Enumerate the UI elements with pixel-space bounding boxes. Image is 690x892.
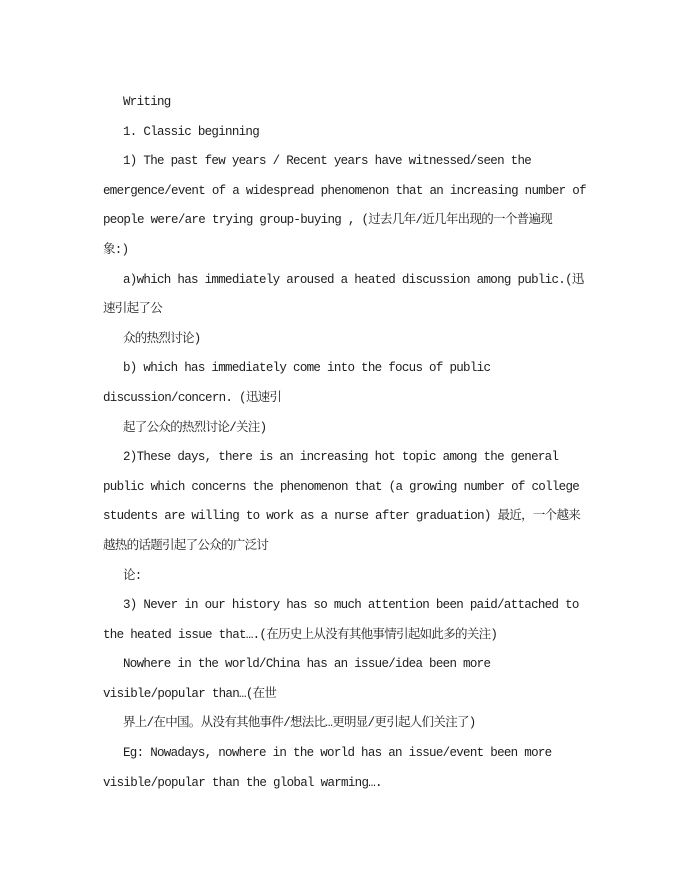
text-line: 速引起了公 (103, 302, 163, 317)
text-line: 论: (123, 568, 142, 583)
text-line: 起了公众的热烈讨论/关注) (123, 420, 267, 435)
text-line: 2)These days, there is an increasing hot topic among the general (123, 450, 559, 465)
text-line: 界上/在中国。从没有其他事件/想法比…更明显/更引起人们关注了) (123, 716, 476, 731)
text-line: discussion/concern. (迅速引 (103, 390, 282, 405)
text-line: 1. Classic beginning (123, 124, 260, 139)
document-body (103, 88, 623, 798)
text-line: public which concerns the phenomenon that (a growing number of college (103, 479, 580, 494)
text-line: people were/are trying group-buying , (过去几年/近几年出现的一个普遍现 (103, 213, 553, 228)
text-line: Eg: Nowadays, nowhere in the world has an issue/event been more (123, 746, 552, 761)
text-line: 3) Never in our history has so much attention been paid/attached to (123, 598, 579, 613)
text-line: emergence/event of a widespread phenomenon that an increasing number of (103, 183, 586, 198)
text-line: 1) The past few years / Recent years have witnessed/seen the (123, 154, 532, 169)
text-line: Nowhere in the world/China has an issue/idea been more (123, 657, 491, 672)
text-line: students are willing to work as a nurse after graduation) 最近，一个越来 (103, 509, 581, 524)
text-line: a)which has immediately aroused a heated discussion among public.(迅 (123, 272, 584, 287)
text-line: 越热的话题引起了公众的广泛讨 (103, 538, 269, 553)
text-line: visible/popular than the global warming…. (103, 775, 382, 790)
text-line: visible/popular than…(在世 (103, 686, 277, 701)
text-line: Writing (123, 95, 171, 109)
text-line: b) which has immediately come into the focus of public (123, 361, 491, 376)
text-line: 众的热烈讨论) (123, 331, 201, 346)
text-line: 象:) (103, 242, 129, 257)
text-line: the heated issue that….(在历史上从没有其他事情引起如此多的关注) (103, 627, 498, 642)
